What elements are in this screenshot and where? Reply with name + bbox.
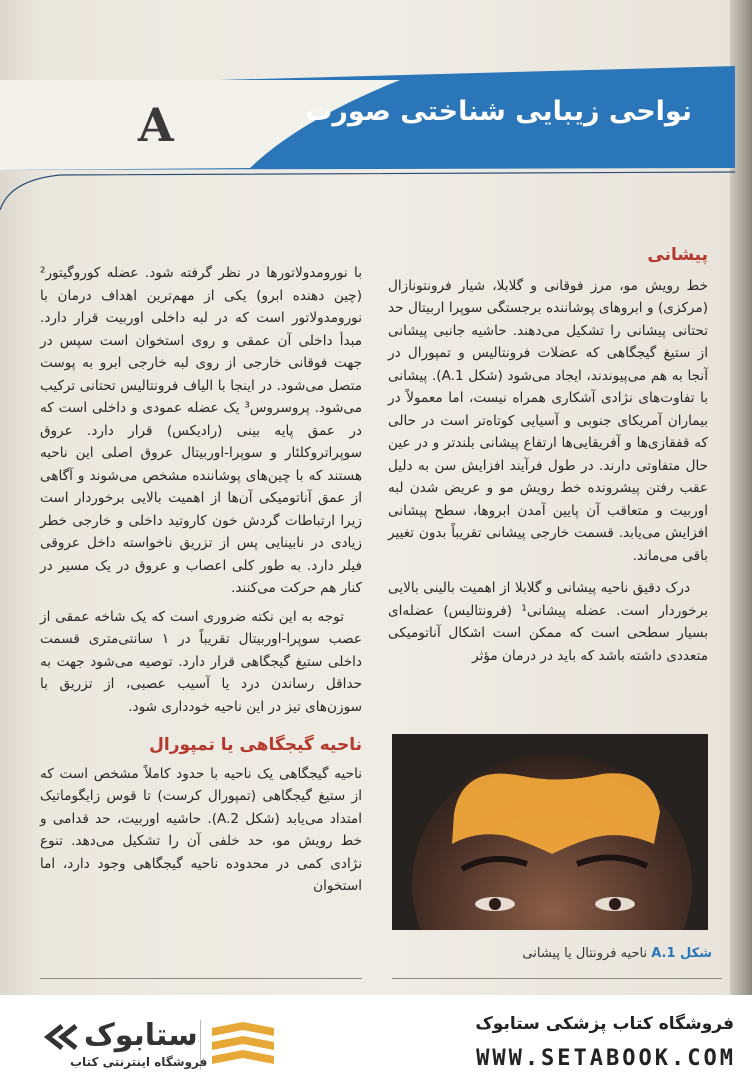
footnote-divider xyxy=(392,978,722,979)
store-name: فروشگاه کتاب پزشکی ستابوک xyxy=(475,1014,734,1034)
chapter-letter: A xyxy=(138,98,174,152)
logo-chevron-icon xyxy=(40,1022,80,1052)
right-column xyxy=(388,244,708,667)
figure-caption-text: ناحیه فرونتال یا پیشانی xyxy=(522,946,648,961)
section-heading-forehead: پیشانی xyxy=(647,245,708,265)
logo-subtitle: فروشگاه اینترنتی کتاب xyxy=(70,1055,208,1069)
paragraph: با نورومدولاتورها در نظر گرفته شود. عضله کوروگیتور² (چین دهنده ابرو) یکی از مهم‌ترین اهداف درمان با نورومدولاتور است که در لبه داخلی اوربیت قرار دارد. مبدأ داخلی آن عمقی و روی استخوان است سپس در جهت فوقانی خارجی از روی لبه خارجی ابرو به پوست متصل می‌شود. در اینجا با الیاف فرونتالیس تحتانی ترکیب می‌شود. پروسروس³ یک عضله عمودی و داخلی است که در عمق پایه بینی (رادیکس) قرار دارد. عروق سوپراتروکلئار و سوپرا-اوربیتال عروق اصلی این ناحیه هستند که با چین‌های پوشاننده مشخص می‌شوند و آگاهی از عمق آناتومیکی آن‌ها از اهمیت بالایی برخوردار است زیرا ارتباطات گردش خون کاروتید داخلی و خارجی خطر زیادی در نابینایی پس از تزریق ناخواسته داخل عروقی فیلر دارد. به طور کلی اعصاب و عروق در یک مسیر در کنار هم حرکت می‌کنند. xyxy=(40,265,362,596)
paragraph: توجه به این نکته ضروری است که یک شاخه عمقی از عصب سوپرا-اوربیتال تقریباً در ۱ سانتی‌متری قسمت داخلی ستیغ گیجگاهی قرار دارد. توصیه می‌شود جهت به حداقل رساندن درد یا آسیب عصبی، از تزریق با سوزن‌های تیز در این ناحیه خودداری شود. xyxy=(40,608,362,715)
face-illustration xyxy=(392,734,708,930)
chapter-banner xyxy=(0,60,740,220)
figure-label: شکل A.1 xyxy=(651,946,712,961)
chapter-title: نواحی زیبایی شناختی صورت xyxy=(305,96,692,127)
footnote-divider xyxy=(40,978,362,979)
figure-forehead-photo xyxy=(392,734,708,930)
left-column xyxy=(40,262,362,898)
logo-wordmark: ستابوک xyxy=(84,1018,198,1053)
logo-mark-icon xyxy=(212,1022,274,1072)
store-url[interactable]: WWW.SETABOOK.COM xyxy=(476,1046,736,1071)
paragraph: درک دقیق ناحیه پیشانی و گلابلا از اهمیت بالینی بالایی برخوردار است. عضله پیشانی¹ (فرونتالیس) عضله‌ای بسیار سطحی است که ممکن است اشکال آناتومیکی متعددی داشته باشد که باید در درمان مؤثر xyxy=(388,580,708,664)
figure-caption xyxy=(522,946,712,961)
paragraph: ناحیه گیجگاهی یک ناحیه با حدود کاملاً مشخص است که از ستیغ گیجگاهی (تمپورال کرست) تا قوس زایگوماتیک امتداد می‌یابد (شکل A.2). حاشیه اوربیت، حد قدامی و خط رویش مو، حد خلفی آن را تشکیل می‌دهد. تنوع نژادی کمی در محدوده ناحیه گیجگاهی وجود دارد، اما استخوان xyxy=(40,765,362,894)
paragraph: خط رویش مو، مرز فوقانی و گلابلا، شیار فرونتونازال (مرکزی) و ابروهای پوشاننده برجستگی سوپرا اربیتال حد تحتانی پیشانی را تشکیل می‌دهند. حاشیه جانبی پیشانی از ستیغ گیجگاهی که عضلات فرونتالیس و تمپورال در آنجا به هم می‌پیوندند، ایجاد می‌شود (شکل A.1). پیشانی با تفاوت‌های نژادی آشکاری همراه نیست، اما معمولاً در بیماران آمریکای جنوبی و آسیایی کوتاه‌تر است در حالی که قفقازی‌ها و آفریقایی‌ها ارتفاع پیشانی بلندتر و در عین حال متفاوتی دارند. در طول فرآیند افزایش سن به دلیل عقب رفتن پیشرونده خط رویش مو و عریض شدن لبه اوربیت و متعاقب آن پایین آمدن ابروها، سطح پیشانی افزایش می‌یابد. قسمت خارجی پیشانی تقریباً بدون تغییر باقی می‌ماند. xyxy=(388,277,708,564)
section-heading-temporal: ناحیه گیجگاهی یا تمپورال xyxy=(149,735,362,755)
